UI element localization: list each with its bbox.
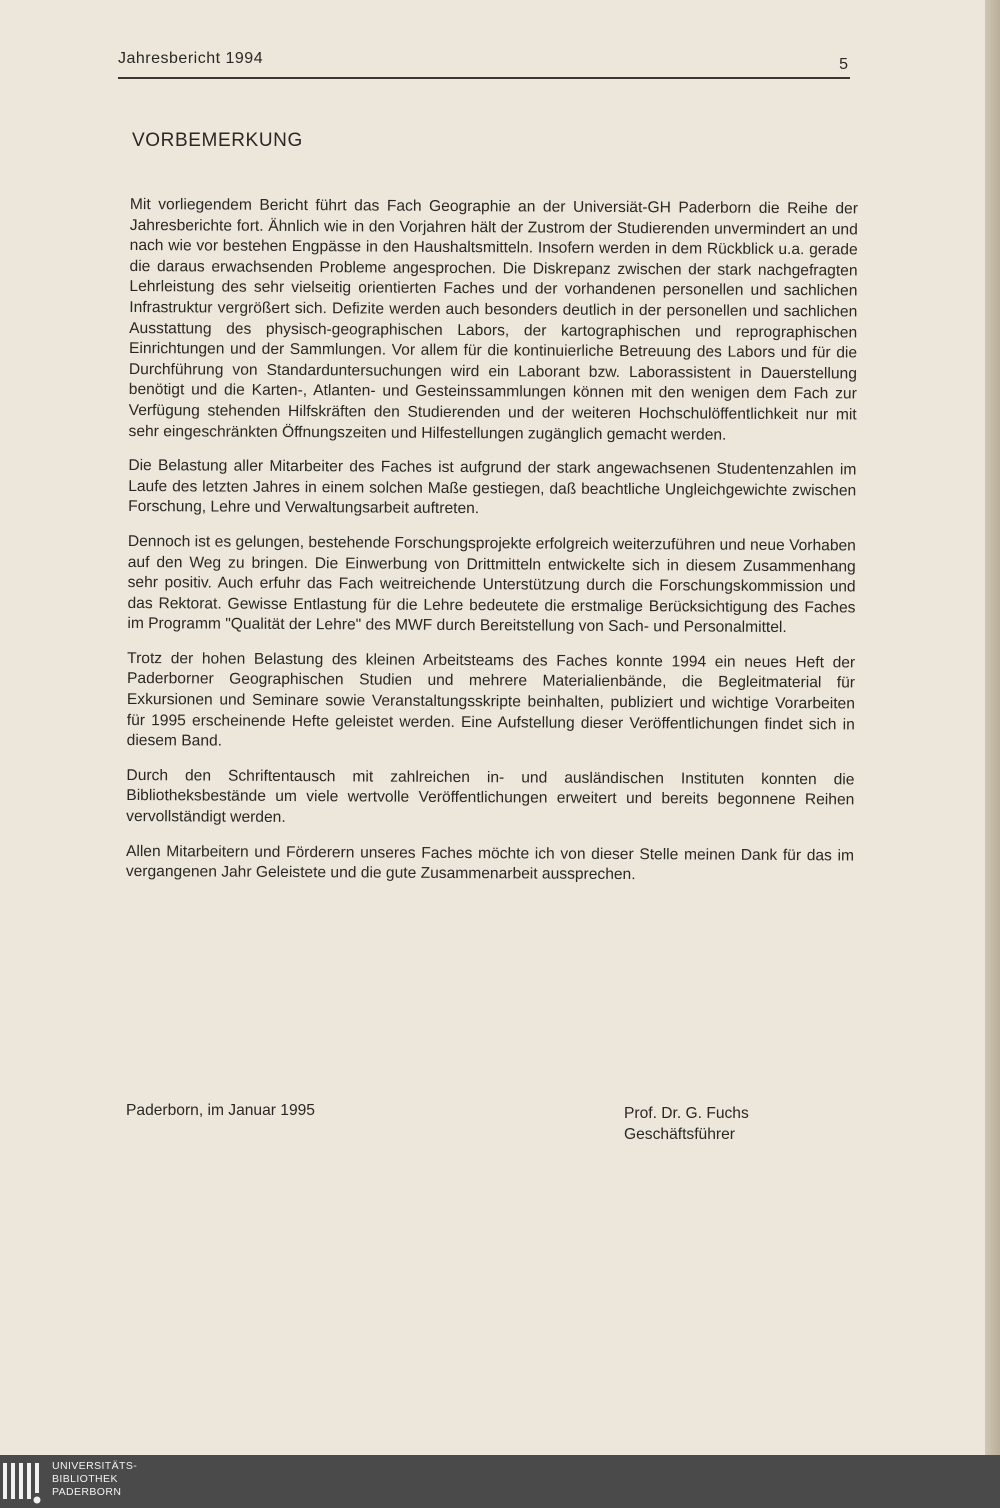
closing-block — [126, 1100, 786, 1150]
page-header — [118, 48, 850, 82]
paragraph-intro: Mit vorliegendem Bericht führt das Fach Geographie an der Universiät-GH Paderborn die Reihe der Jahresberichte fort. Ähnlich wie in den Vorjahren hält der Zustrom der Studierenden unvermindert an und nach wie vor bestehen Engpässe in den Haushaltsmitteln. Insofern werden in dem Rückblick u.a. gerade die daraus erwachsenden Probleme angesprochen. Die Diskrepanz zwischen der stark nachgefragten Lehrleistung des sehr vielseitig orientierten Faches und der vorhandenen personellen und sachlichen Infrastruktur vergrößert sich. Defizite werden auch besonders deutlich in der personellen und sachlichen Ausstattung des physisch-geographischen Labors, der kartographischen und reprographischen Einrichtungen und der Sammlungen. Vor allem für die kontinuierliche Betreuung des Labors und für die Durchführung von Standarduntersuchungen wird ein Laborant bzw. Laborassistent in Dauerstellung benötigt und die Karten-, Atlanten- und Gesteinssammlungen können mit den wenigen dem Fach zur Verfügung stehenden Hilfskräften den Studierenden und der weiteren Hochschulöffentlichkeit nur mit sehr eingeschränkten Öffnungszeiten und Hilfestellungen zugänglich gemacht werden. — [128, 195, 858, 444]
signature-name: Prof. Dr. G. Fuchs — [624, 1105, 749, 1122]
library-name-line1: UNIVERSITÄTS- — [52, 1460, 138, 1472]
library-logo-icon — [2, 1459, 46, 1505]
section-heading: VORBEMERKUNG — [132, 130, 303, 151]
library-name — [52, 1460, 137, 1499]
running-title: Jahresbericht 1994 — [118, 50, 264, 67]
library-name-line2: BIBLIOTHEK — [52, 1473, 118, 1485]
library-footer — [0, 1455, 1000, 1508]
page-number: 5 — [839, 56, 848, 73]
body-text — [126, 195, 858, 901]
signature-block — [624, 1103, 749, 1145]
place-date: Paderborn, im Januar 1995 — [126, 1102, 315, 1119]
header-rule — [118, 77, 850, 79]
library-name-line3: PADERBORN — [52, 1486, 122, 1498]
paragraph-thanks: Allen Mitarbeitern und Förderern unseres Faches möchte ich von dieser Stelle meinen Dank für das im vergangenen Jahr Geleistete und die gute Zusammenarbeit aussprechen. — [125, 842, 855, 884]
paragraph-research: Dennoch ist es gelungen, bestehende Forschungsprojekte erfolgreich weiterzuführen und neue Vorhaben auf den Weg zu bringen. Die Einwerbung von Drittmitteln entwickelte sich in diesem Zusammenhang sehr positiv. Auch erfuhr das Fach weitreichende Unterstützung durch die Forschungskommission und das Rektorat. Gewisse Entlastung für die Lehre bedeutete die erstmalige Berücksichtigung des Faches im Programm "Qualität der Lehre" des MWF durch Bereitstellung von Sach- und Personalmittel. — [127, 532, 856, 637]
paragraph-workload: Die Belastung aller Mitarbeiter des Faches ist aufgrund der stark angewachsenen Studentenzahlen im Laufe des letzten Jahres in einem solchen Maße gestiegen, daß beachtliche Ungleichgewichte zwischen Forschung, Lehre und Verwaltungsarbeit auftreten. — [128, 457, 857, 518]
paragraph-library: Durch den Schriftentausch mit zahlreichen in- und ausländischen Instituten konnten die Bibliotheksbestände um viele wertvolle Veröffentlichungen erweitert und bereits begonnene Reihen vervollständigt werden. — [126, 766, 855, 826]
page-edge — [985, 0, 1000, 1455]
paragraph-publications: Trotz der hohen Belastung des kleinen Arbeitsteams des Faches konnte 1994 ein neues Heft der Paderborner Geographischen Studien und mehrere Materialienbände, die Begleitmaterial für Exkursionen und Seminare sowie Veranstaltungsskripte beinhalten, publiziert und wichtige Vorarbeiten für 1995 erscheinende Hefte geleistet werden. Eine Aufstellung dieser Veröffentlichungen findet sich in diesem Band. — [126, 649, 856, 750]
signature-role: Geschäftsführer — [624, 1126, 735, 1143]
